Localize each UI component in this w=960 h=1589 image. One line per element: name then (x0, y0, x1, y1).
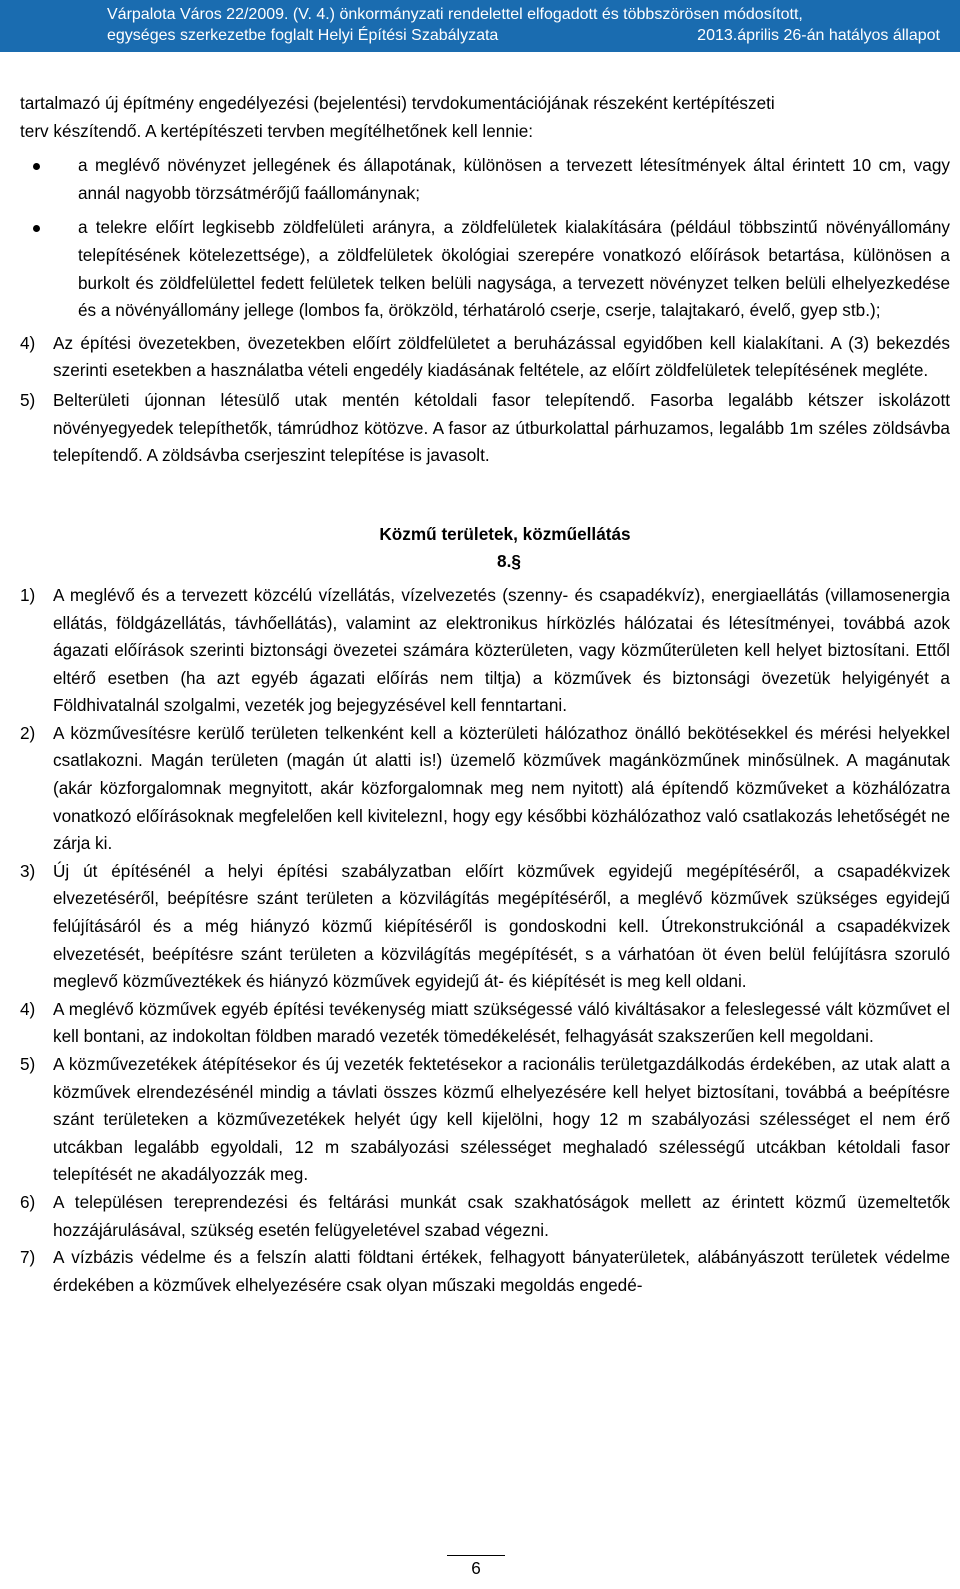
bullet-list (20, 152, 950, 325)
section-7-paragraphs (20, 330, 950, 470)
bullet-text: a meglévő növényzet jellegének és állapotának, különösen a tervezett létesítmények által érintett 10 cm, vagy annál nagyobb törzsátmérőjű faállománynak; (78, 155, 950, 203)
paragraph-number: 4) (20, 332, 36, 353)
paragraph-text: A vízbázis védelme és a felszín alatti földtani értékek, felhagyott bányaterületek, alábányászott területek védelme érdekében a közművek elhelyezésére csak olyan műszaki megoldás engedé- (53, 1247, 950, 1295)
paragraph-number: 1) (20, 584, 36, 605)
footer-divider (447, 1555, 505, 1556)
paragraph-text: A közművezetékek átépítésekor és új vezeték fektetésekor a racionális területgazdálkodás érdekében, az utak alatt a közművek elrendezésénél mindig a távlati összes közmű elhelyezésére kell helyet biztosítani, továbbá a beépítésre szánt területeken a közművezetékek helyét úgy kell kijelölni, hogy 12 m szabályozási szélességet el nem érő utcákban legalább egyoldali, 12 m szabályozási szélességet meghaladó szélességű utcákban kétoldali fasor telepítését ne akadályozzák meg. (53, 1054, 950, 1185)
section-title: Közmű területek, közműellátás (379, 523, 631, 544)
paragraph-text-continued: A (3) bekezdés szerinti esetekben a használatba vételi engedély kiadásának feltétele, az előírt zöldfelületek telepítésének megléte. (53, 332, 950, 381)
paragraph-item (20, 387, 950, 470)
paragraph-item (20, 720, 950, 858)
paragraph-text: A meglévő közművek egyéb építési tevékenység miatt szükségessé váló kiváltásakor a feleslegessé vált közművet el kell bontani, az indokoltan földben maradó vezeték tömedékelését, felhagyását szakszerűen kell megoldani. (53, 998, 950, 1047)
paragraph-item (20, 996, 950, 1051)
bullet-dot-icon (33, 225, 40, 232)
paragraph-number: 3) (20, 860, 36, 881)
paragraph-item (20, 582, 950, 720)
paragraph-number: 5) (20, 389, 36, 410)
document-header (0, 0, 960, 52)
section-symbol: § (511, 551, 521, 572)
document-body (20, 90, 950, 1299)
paragraph-item (20, 330, 950, 385)
header-line-1 (107, 4, 940, 25)
bullet-item (20, 214, 950, 324)
section-number-text: 8. (497, 551, 512, 572)
paragraph-number: 4) (20, 998, 36, 1019)
intro-line-1: tartalmazó új építmény engedélyezési (bejelentési) tervdokumentációjának részeként kertépítészeti (20, 93, 775, 113)
intro-line-2: terv készítendő. A kertépítészeti tervben megítélhetőnek kell lennie: (20, 120, 534, 141)
header-regulation-subtitle: egységes szerkezetbe foglalt Helyi Építési Szabályzata (107, 27, 499, 44)
paragraph-number: 6) (20, 1191, 36, 1212)
paragraph-number: 5) (20, 1054, 36, 1074)
paragraph-text: A meglévő és a tervezett közcélú vízellátás, vízelvezetés (szenny- és csapadékvíz), energiaellátás (villamosenergia ellátás, földgázellátás, távhőellátás), valamint az elektronikus hírközlés hálózatai és létesítményei, továbbá azok ágazati előírások szerinti biztonsági övezetei számára közterületen, vagy közműterületen kell helyet biztosítani. Ettől eltérő esetben (ha azt egyéb ágazati előírás nem tiltja) a közművek és biztonsági övezetük helyigényét a Földhivatalnál szolgalmi, vezeték jog bejegyzésével kell fenntartani. (53, 584, 950, 716)
header-effective-date: 2013.április 26-án hatályos állapot (697, 27, 940, 44)
header-line-2 (107, 25, 940, 46)
paragraph-item (20, 858, 950, 996)
bullet-text: a telekre előírt legkisebb zöldfelületi arányra, a zöldfelületek kialakítására (például többszintű növényállomány telepítésének kötelezettsége), a zöldfelületek ökológiai szerepére vonatkozó előírások betartása, különösen a burkolt és zöldfelülettel fedett felületek telken belüli nagysága, a tervezett növényzet telken belüli elhelyezkedése és a növényállomány jellege (lombos fa, örökzöld, térhatároló cserje, cserje, talajtakaró, évelő, gyep stb.); (78, 217, 950, 321)
section-number (20, 548, 950, 576)
bullet-item (20, 152, 950, 207)
header-regulation-title: Várpalota Város 22/2009. (V. 4.) önkormányzati rendelettel elfogadott és többszörösen módosított, (107, 6, 803, 23)
section-8-paragraphs (20, 582, 950, 1299)
paragraph-text: A közművesítésre kerülő területen telkenként kell a közterületi hálózathoz önálló bekötésekkel és mérési helyekkel csatlakozni. Magán területen (magán út alatti is!) üzemelő közművek magánközműnek minősülnek. A magánutak (akár közforgalomnak megnyitott, akár közforgalomnak meg nem nyitott) alá építendő közműveket a közhálózatra vonatkozó előírásoknak megfelelően kell kiviteleznI, hogy egy későbbi közhálózathoz való csatlakozás lehetőségét ne zárja ki. (53, 722, 950, 854)
paragraph-item (20, 1244, 950, 1299)
paragraph-text: Az építési övezetekben, övezetekben előírt zöldfelületet a beruházással egyidőben kell kialakítani. (53, 332, 825, 353)
bullet-dot-icon (33, 163, 40, 170)
paragraph-text: Új út építésénél a helyi építési szabályzatban előírt közművek egyidejű megépítéséről, a csapadékvizek elvezetéséről, beépítésre szánt területen a közvilágítás megépítéséről, a meglévő közművek szükséges egyidejű felújításáról és a még hiányzó közmű kiépítéséről is gondoskodni kell. Útrekonstrukciónál a csapadékvizek elvezetését, beépítésre szánt területen a közvilágítás megépítését, s a várhatóan öt éven belül felújításra szoruló meglevő közműveztékek és hiányzó közművek egyidejű át- és kiépítését is meg kell oldani. (53, 860, 950, 992)
paragraph-text: A településen tereprendezési és feltárási munkát csak szakhatóságok mellett az érintett közmű üzemeltetők hozzájárulásával, szükség esetén felügyeletével szabad végezni. (53, 1191, 950, 1240)
paragraph-item (20, 1051, 950, 1189)
paragraph-number: 7) (20, 1247, 36, 1268)
page-number: 6 (471, 1558, 481, 1578)
paragraph-text: Belterületi újonnan létesülő utak mentén kétoldali fasor telepítendő. Fasorba legalább kétszer iskolázott növényegyedek telepíthetők, támrúdhoz kötözve. A fasor az útburkolattal párhuzamos, legalább 1m széles zöldsávba telepítendő. A zöldsávba cserjeszint telepítése is javasolt. (53, 389, 950, 466)
paragraph-item (20, 1189, 950, 1244)
paragraph-number: 2) (20, 722, 36, 743)
